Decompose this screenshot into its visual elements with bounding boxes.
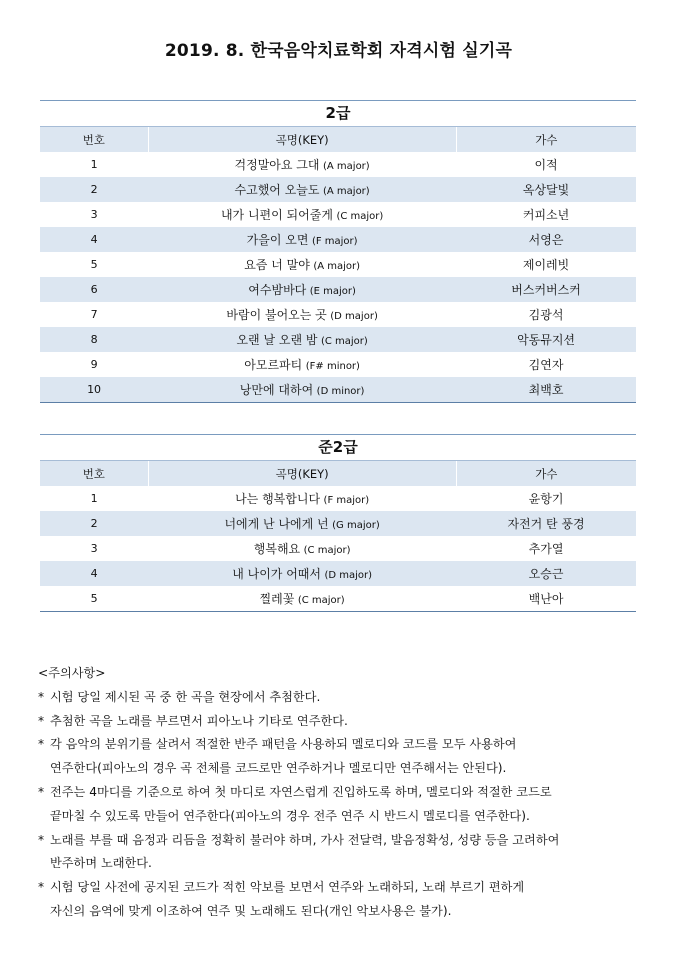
singer-name: 이적	[534, 158, 558, 172]
song-cell	[148, 586, 456, 612]
row-number: 3	[90, 208, 98, 221]
note-line: 시험 당일 제시된 곡 중 한 곡을 현장에서 추첨한다.	[50, 689, 321, 704]
song-key: (C major)	[336, 211, 384, 222]
song-key: (A major)	[323, 161, 370, 172]
row-number: 4	[40, 561, 148, 586]
song-cell	[148, 511, 456, 536]
table-row	[40, 486, 636, 511]
note-item	[38, 781, 648, 829]
song-key: (D major)	[324, 570, 373, 581]
section-heading: 2급	[40, 100, 636, 126]
song-key: (D minor)	[316, 386, 365, 397]
song-key: (A major)	[323, 186, 370, 197]
singer-name: 악동뮤지션	[456, 327, 636, 352]
singer-name: 김광석	[528, 308, 564, 322]
column-header: 곡명(KEY)	[148, 461, 456, 487]
note-line: 끝마칠 수 있도록 만들어 연주한다(피아노의 경우 전주 연주 시 반드시 멜로디를 연주한다).	[50, 808, 530, 823]
song-key: (C major)	[297, 595, 345, 606]
song-title: 오랜 날 오랜 밤	[236, 333, 318, 347]
column-header: 번호	[40, 127, 148, 153]
table-row	[40, 561, 636, 586]
song-cell	[148, 377, 456, 403]
table-row	[40, 586, 636, 612]
song-title: 걱정말아요 그대	[234, 158, 320, 172]
table-row	[40, 202, 636, 227]
notes-heading: <주의사항>	[38, 666, 106, 680]
song-title: 요즘 너 말야	[244, 258, 310, 272]
song-cell	[148, 327, 456, 352]
table-row	[40, 377, 636, 403]
note-line: 전주는 4마디를 기준으로 하여 첫 마디로 자연스럽게 진입하도록 하며, 멜로디와 적절한 코드로	[50, 784, 552, 799]
song-key: (A major)	[313, 261, 361, 272]
table-row	[40, 511, 636, 536]
table-header-row	[40, 461, 636, 487]
song-title: 아모르파티	[244, 358, 303, 372]
note-line: 추첨한 곡을 노래를 부르면서 피아노나 기타로 연주한다.	[50, 713, 348, 728]
row-number: 1	[90, 492, 98, 505]
grade2-section	[40, 100, 636, 403]
song-cell	[148, 277, 456, 302]
song-title: 나는 행복합니다	[235, 492, 321, 506]
song-key: (C major)	[320, 336, 368, 347]
song-table	[40, 126, 636, 403]
song-title: 내 나이가 어때서	[232, 567, 321, 581]
singer-name: 옥상달빛	[456, 177, 636, 202]
song-title: 내가 니편이 되어줄게	[220, 208, 333, 222]
song-cell	[148, 152, 456, 177]
singer-name: 자전거 탄 풍경	[456, 511, 636, 536]
row-number: 9	[90, 358, 98, 371]
row-number: 5	[90, 592, 98, 605]
table-header-row	[40, 127, 636, 153]
singer-name: 최백호	[456, 377, 636, 403]
column-header: 번호	[40, 461, 148, 487]
song-key: (E major)	[309, 286, 356, 297]
note-item	[38, 710, 648, 734]
row-number: 1	[90, 158, 98, 171]
song-cell	[148, 302, 456, 327]
singer-name: 백난아	[528, 592, 564, 606]
note-line: 반주하며 노래한다.	[50, 856, 152, 871]
song-key: (F# minor)	[305, 361, 360, 372]
singer-name: 추가열	[528, 542, 564, 556]
bullet-star: *	[38, 784, 45, 799]
table-row	[40, 302, 636, 327]
table-row	[40, 277, 636, 302]
song-title: 여수밤바다	[248, 283, 307, 297]
song-cell	[148, 227, 456, 252]
column-header: 가수	[456, 127, 636, 153]
row-number: 4	[40, 227, 148, 252]
song-cell	[148, 352, 456, 377]
song-title: 가을이 오면	[246, 233, 309, 247]
column-header: 곡명(KEY)	[148, 127, 456, 153]
section-heading: 준2급	[40, 434, 636, 460]
page-title: 2019. 8. 한국음악치료학회 자격시험 실기곡	[164, 41, 513, 61]
song-cell	[148, 536, 456, 561]
song-cell	[148, 177, 456, 202]
note-item	[38, 686, 648, 710]
song-title: 행복해요	[253, 542, 301, 556]
column-header: 가수	[456, 461, 636, 487]
notes-block	[38, 662, 648, 924]
song-title: 찔레꽃	[259, 592, 295, 606]
song-title: 낭만에 대하여	[239, 383, 314, 397]
row-number: 2	[40, 511, 148, 536]
song-title: 너에게 난 나에게 넌	[224, 517, 329, 531]
table-row	[40, 252, 636, 277]
song-key: (D major)	[330, 311, 378, 322]
row-number: 2	[40, 177, 148, 202]
row-number: 5	[90, 258, 98, 271]
song-key: (G major)	[332, 520, 380, 531]
note-line: 각 음악의 분위기를 살려서 적절한 반주 패턴을 사용하되 멜로디와 코드를 모두 사용하여	[50, 737, 517, 752]
singer-name: 커피소년	[522, 208, 570, 222]
note-line: 노래를 부를 때 음정과 리듬을 정확히 불러야 하며, 가사 전달력, 발음정확성, 성량 등을 고려하여	[50, 832, 560, 847]
bullet-star: *	[38, 713, 45, 728]
row-number: 3	[90, 542, 98, 555]
singer-name: 오승근	[456, 561, 636, 586]
table-row	[40, 177, 636, 202]
table-row	[40, 327, 636, 352]
singer-name: 김연자	[528, 358, 564, 372]
song-key: (F major)	[311, 236, 358, 247]
row-number: 10	[40, 377, 148, 403]
song-cell	[148, 561, 456, 586]
song-title: 수고했어 오늘도	[234, 183, 320, 197]
table-row	[40, 152, 636, 177]
song-key: (C major)	[303, 545, 351, 556]
notes-list	[38, 686, 648, 924]
singer-name: 제이레빗	[522, 258, 570, 272]
song-cell	[148, 252, 456, 277]
note-line: 자신의 음역에 맞게 이조하여 연주 및 노래해도 된다(개인 악보사용은 불가).	[50, 903, 452, 918]
table-row	[40, 227, 636, 252]
table-row	[40, 352, 636, 377]
song-key: (F major)	[323, 495, 370, 506]
bullet-star: *	[38, 832, 45, 847]
bullet-star: *	[38, 880, 45, 895]
song-cell	[148, 202, 456, 227]
note-line: 시험 당일 사전에 공지된 코드가 적힌 악보를 보면서 연주와 노래하되, 노래 부르기 편하게	[50, 880, 525, 895]
song-table	[40, 460, 636, 612]
note-item	[38, 829, 648, 877]
row-number: 7	[90, 308, 98, 321]
junior-grade2-section	[40, 434, 636, 612]
singer-name: 버스커버스커	[456, 277, 636, 302]
singer-name: 서영은	[456, 227, 636, 252]
table-row	[40, 536, 636, 561]
note-item	[38, 876, 648, 924]
bullet-star: *	[38, 689, 45, 704]
note-line: 연주한다(피아노의 경우 곡 전체를 코드로만 연주하거나 멜로디만 연주해서는 안된다).	[50, 761, 507, 776]
row-number: 8	[40, 327, 148, 352]
note-item	[38, 733, 648, 781]
singer-name: 윤항기	[528, 492, 564, 506]
song-title: 바람이 불어오는 곳	[226, 308, 327, 322]
song-cell	[148, 486, 456, 511]
bullet-star: *	[38, 737, 45, 752]
row-number: 6	[40, 277, 148, 302]
